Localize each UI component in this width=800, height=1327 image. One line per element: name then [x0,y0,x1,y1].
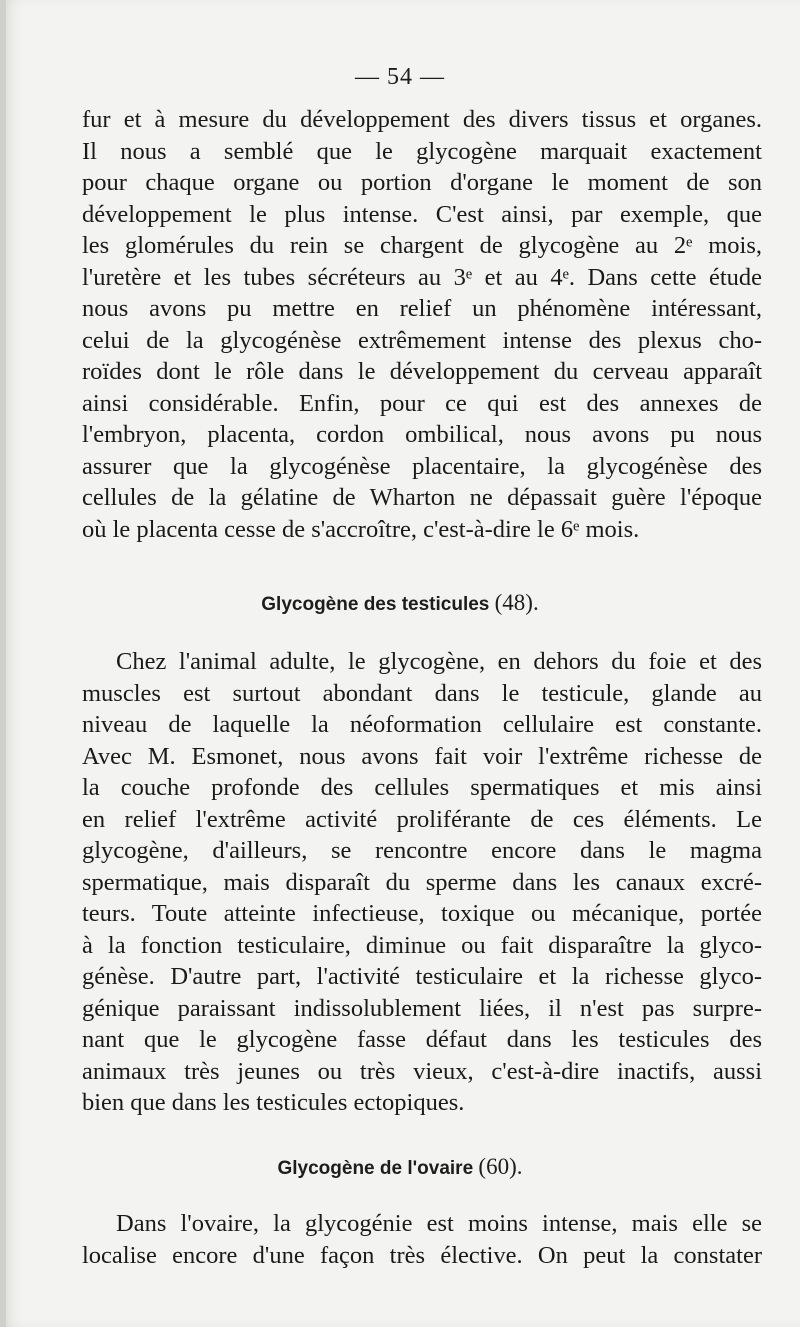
page-gutter-shadow [0,0,6,1327]
paragraph-continuation [82,104,762,545]
text-line: pour chaque organe ou portion d'organe le moment de son [82,169,762,196]
text-line: glycogène, d'ailleurs, se rencontre encore dans le magma [82,837,762,864]
page-number: — 54 — [355,64,445,90]
text-line: assurer que la glycogénèse placentaire, la glycogénèse des [82,452,762,480]
text-line: nant que le glycogène fasse défaut dans les testicules des [82,1026,762,1053]
text-line: niveau de laquelle la néoformation cellulaire est constante. [82,711,762,738]
text-line: bien que dans les testicules ectopiques. [82,1089,465,1116]
section-heading-title: Glycogène des testicules [261,594,490,615]
text-line: où le placenta cesse de s'accroître, c'est-à-dire le 6ᵉ mois. [82,515,640,543]
text-line: spermatique, mais disparaît du sperme dans les canaux excré- [82,868,762,896]
text-line: Il nous a semblé que le glycogène marquait exactement [82,137,762,165]
text-line: celui de la glycogénèse extrêmement intense des plexus cho- [82,326,762,354]
text-line: Dans l'ovaire, la glycogénie est moins intense, mais elle se [116,1210,762,1237]
text-line: l'uretère et les tubes sécréteurs au 3ᵉ et au 4ᵉ. Dans cette étude [82,263,762,291]
paragraph-ovaire [82,1208,762,1271]
text-line: roïdes dont le rôle dans le développement du cerveau apparaît [82,358,762,385]
text-line: développement le plus intense. C'est ainsi, par exemple, que [82,200,762,228]
text-line: génèse. D'autre part, l'activité testiculaire et la richesse glyco- [82,963,762,990]
section-heading-title: Glycogène de l'ovaire [277,1158,474,1179]
text-line: cellules de la gélatine de Wharton ne dépassait guère l'époque [82,484,762,511]
paragraph-testicules [82,646,762,1119]
text-line: génique paraissant indissolublement liées, il n'est pas surpre- [82,994,762,1022]
text-line: animaux très jeunes ou très vieux, c'est-à-dire inactifs, aussi [82,1057,762,1085]
text-line: Avec M. Esmonet, nous avons fait voir l'extrême richesse de [82,742,762,770]
section-heading-reference: (60). [478,1154,523,1179]
text-line: teurs. Toute atteinte infectieuse, toxique ou mécanique, portée [82,900,762,927]
text-line: Chez l'animal adulte, le glycogène, en dehors du foie et des [116,648,762,675]
text-line: l'embryon, placenta, cordon ombilical, nous avons pu nous [82,421,762,448]
section-heading-ovaire [0,1152,800,1182]
section-heading-testicules [0,588,800,618]
text-line: fur et à mesure du développement des divers tissus et organes. [82,106,762,133]
text-line: en relief l'extrême activité proliférante de ces éléments. Le [82,805,762,833]
text-line: les glomérules du rein se chargent de glycogène au 2ᵉ mois, [82,232,762,259]
text-line: la couche profonde des cellules spermatiques et mis ainsi [82,774,762,801]
section-heading-reference: (48). [494,590,539,615]
text-line: ainsi considérable. Enfin, pour ce qui est des annexes de [82,389,762,417]
text-line: à la fonction testiculaire, diminue ou fait disparaître la glyco- [82,931,762,959]
text-line: localise encore d'une façon très élective. On peut la constater [82,1241,762,1269]
text-line: nous avons pu mettre en relief un phénomène intéressant, [82,295,762,322]
text-line: muscles est surtout abondant dans le testicule, glande au [82,679,762,707]
